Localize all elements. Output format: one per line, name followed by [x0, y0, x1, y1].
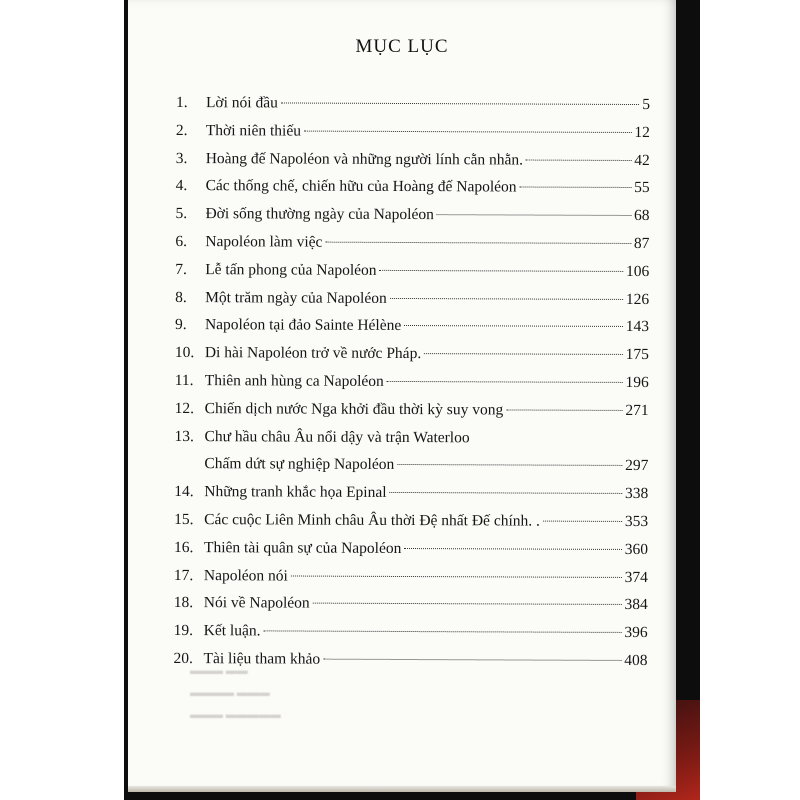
toc-entry: [173, 650, 647, 680]
toc-entry-page: 360: [624, 540, 649, 558]
toc-entry-title: Napoléon làm việc: [205, 233, 323, 251]
toc-entry-title: Chư hầu châu Âu nổi dậy và trận Waterloo: [204, 427, 470, 446]
toc-entry-page: 175: [625, 346, 649, 364]
toc-entry-number: 7.: [175, 260, 187, 278]
toc-entry-number: 18.: [173, 594, 194, 612]
toc-entry-title: Nói về Napoléon: [203, 594, 310, 612]
dot-leader: [390, 298, 623, 300]
toc-entry-number: 4.: [175, 177, 188, 195]
toc-entry-continuation: [174, 455, 648, 485]
dot-leader: [380, 270, 623, 272]
dot-leader: [390, 492, 622, 494]
toc-entry-title: Thiên anh hùng ca Napoléon: [204, 372, 384, 390]
toc-entry-page: 42: [634, 151, 650, 169]
dot-leader: [543, 521, 622, 522]
dot-leader: [437, 214, 631, 216]
dot-leader: [313, 603, 622, 605]
dot-leader: [387, 381, 623, 383]
toc-entry: [174, 428, 648, 458]
dot-leader: [323, 659, 621, 661]
toc-entry-title: Lễ tấn phong của Napoléon: [205, 260, 377, 279]
toc-entry-page: 5: [642, 96, 650, 114]
toc-entry-number: 13.: [174, 427, 194, 445]
toc-entry-page: 196: [625, 373, 649, 392]
toc-entry-number: 5.: [175, 205, 188, 223]
show-through-text: ▬▬▬ ▬▬ ▬▬▬▬ ▬▬▬ ▬▬▬ ▬▬▬▬▬: [190, 665, 281, 721]
dot-leader: [281, 102, 639, 105]
toc-entry-title: Chiến dịch nước Nga khởi đầu thời kỳ suy vong: [204, 399, 504, 419]
toc-entry: [176, 177, 650, 207]
toc-entry-page: 68: [633, 207, 650, 225]
toc-entry-title: Napoléon nói: [203, 566, 288, 585]
toc-entry-number: 19.: [173, 622, 194, 640]
toc-entry: [175, 400, 649, 430]
dot-leader: [526, 159, 631, 160]
toc-entry: [174, 567, 648, 597]
toc-entry-page: 353: [624, 512, 649, 531]
toc-entry-title: Di hài Napoléon trở về nước Pháp.: [204, 344, 422, 363]
dot-leader: [304, 130, 631, 132]
toc-entry: [175, 205, 649, 235]
toc-entry-number: 8.: [175, 288, 187, 306]
toc-entry-page: 374: [624, 568, 648, 586]
toc-entry-title: Napoléon tại đảo Sainte Hélène: [204, 316, 402, 335]
page-edge: [128, 786, 676, 792]
toc-entry-title: Một trăm ngày của Napoléon: [205, 288, 387, 307]
toc-entry-number: 17.: [173, 566, 194, 584]
toc-entry-title: Các thống chế, chiến hữu của Hoàng đế Napoléon: [205, 177, 517, 196]
dot-leader: [404, 325, 622, 327]
toc-entry: [175, 372, 649, 402]
toc-entry-page: 106: [625, 262, 650, 280]
toc-entry: [175, 289, 649, 319]
dot-leader: [325, 242, 630, 244]
toc-entry-page: 12: [634, 123, 650, 141]
page-title: MỤC LỤC: [355, 36, 449, 57]
toc-entry: [176, 150, 650, 180]
toc-entry-number: 20.: [173, 649, 193, 668]
toc-entry-page: 126: [625, 290, 650, 308]
table-of-contents: [173, 94, 650, 680]
toc-entry-title: Thời niên thiếu: [205, 121, 302, 140]
toc-entry-title: Các cuộc Liên Minh châu Âu thời Đệ nhất Đế chính. .: [204, 511, 540, 530]
toc-entry-title: Hoàng đế Napoléon và những người lính cằn nhằn.: [205, 149, 524, 169]
toc-entry-number: 2.: [175, 121, 188, 139]
toc-entry-number: 15.: [174, 510, 194, 529]
toc-entry-page: 297: [625, 457, 649, 475]
toc-entry: [174, 539, 648, 569]
toc-entry-number: 10.: [174, 344, 195, 362]
toc-entry-page: 408: [624, 651, 648, 670]
toc-entry-page: 87: [633, 234, 650, 253]
toc-entry: [174, 622, 648, 652]
toc-entry-title-line2: Chấm dứt sự nghiệp Napoléon: [204, 455, 395, 474]
toc-entry-number: 3.: [175, 149, 188, 167]
toc-entry-page: 338: [624, 485, 649, 503]
toc-entry: [175, 233, 649, 263]
toc-entry-number: 12.: [174, 399, 195, 417]
dot-leader: [424, 353, 622, 355]
dot-leader: [263, 631, 621, 634]
toc-entry: [176, 122, 650, 152]
toc-entry-title: Những tranh khắc họa Epinal: [204, 483, 387, 502]
toc-entry-number: 9.: [174, 316, 187, 334]
toc-entry-number: 14.: [174, 483, 194, 501]
toc-entry-number: 11.: [174, 371, 194, 390]
toc-entry-page: 384: [624, 596, 648, 614]
toc-entry: [176, 94, 650, 124]
toc-entry: [174, 594, 648, 624]
toc-entry-title: Kết luận.: [203, 622, 261, 640]
toc-entry: [174, 511, 648, 541]
toc-entry: [175, 344, 649, 374]
toc-entry-number: 16.: [173, 538, 194, 556]
toc-entry-title: Tài liệu tham khảo: [203, 650, 321, 668]
toc-entry-page: 143: [625, 318, 650, 336]
toc-entry-title: Thiên tài quân sự của Napoléon: [203, 538, 402, 557]
toc-entry-number: 1.: [175, 94, 188, 112]
toc-entry-title: Đời sống thường ngày của Napoléon: [205, 205, 434, 224]
toc-entry-title: Lời nói đầu: [205, 94, 278, 112]
dot-leader: [397, 464, 622, 466]
dot-leader: [520, 187, 632, 188]
toc-entry-number: 6.: [175, 232, 188, 251]
toc-entry: [174, 483, 648, 513]
dot-leader: [404, 548, 621, 550]
toc-entry-page: 396: [624, 624, 648, 642]
toc-entry: [175, 261, 649, 291]
dot-leader: [506, 409, 622, 411]
toc-entry-page: 271: [625, 401, 649, 419]
dot-leader: [291, 575, 622, 577]
toc-entry: [175, 316, 649, 346]
toc-entry-page: 55: [634, 179, 650, 197]
